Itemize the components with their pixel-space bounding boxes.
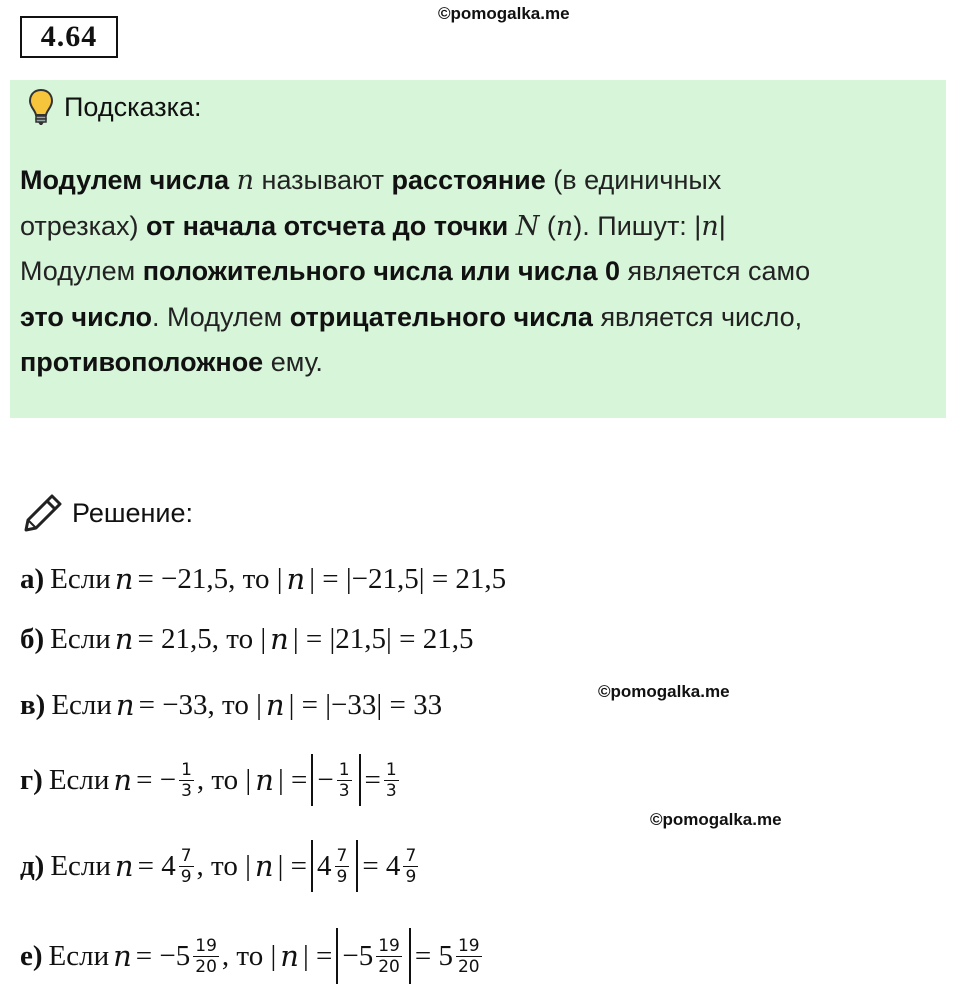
solution-row-d: д) Если n = 4 $\frac{7}{9}$ , то | n | = 4 $\frac{7}{9}$ = 4 $\frac{7}{9}$ (20, 840, 421, 892)
hint-line-1: Модулем числа n называют расстояние (в единичных (20, 165, 722, 196)
fraction: $\frac{1}{3}$ (385, 759, 397, 801)
watermark: ©pomogalka.me (650, 810, 782, 829)
hint-box (10, 80, 946, 418)
pencil-icon (22, 492, 64, 534)
hint-title-text: Подсказка: (64, 91, 202, 122)
hint-line-4: это число. Модулем отрицательного числа является число, (20, 301, 803, 332)
hint-text (20, 158, 940, 386)
hint-line-2: отрезках) от начала отсчета до точки N (n). Пишут: |n| (20, 210, 726, 242)
abs-bar (356, 840, 358, 892)
lightbulb-icon (28, 88, 54, 126)
fraction: $\frac{1}{3}$ (338, 759, 350, 801)
abs-bar (409, 928, 411, 984)
fraction: $\frac{7}{9}$ (336, 845, 348, 887)
watermark: ©pomogalka.me (598, 682, 730, 701)
solution-row-v: в) Если n = −33, то | n | = |−33| = 33 (20, 688, 443, 722)
watermark: ©pomogalka.me (438, 4, 570, 23)
fraction: $\frac{7}{9}$ (180, 845, 192, 887)
abs-bar (359, 754, 361, 806)
abs-bar (311, 754, 313, 806)
solution-title-text: Решение: (72, 497, 194, 528)
solution-row-g: г) Если n = − $\frac{1}{3}$ , то | n | = − $\frac{1}{3}$ = $\frac{1}{3}$ (20, 754, 402, 806)
task-number: 4.64 (20, 16, 118, 58)
fraction: $\frac{1}{3}$ (181, 759, 192, 801)
fraction: $\frac{7}{9}$ (405, 845, 417, 887)
solution-row-e: е) Если n = −5 $\frac{19}{20}$ , то | n | = −5 $\frac{19}{20}$ = 5 $\frac{19}{20}$ (20, 928, 485, 984)
hint-title (28, 88, 202, 126)
fraction: $\frac{19}{20}$ (195, 935, 217, 977)
abs-bar (311, 840, 313, 892)
hint-line-3: Модулем положительного числа или числа 0 является само (20, 256, 811, 286)
fraction: $\frac{19}{20}$ (457, 935, 480, 977)
abs-bar (336, 928, 338, 984)
hint-line-5: противоположное ему. (20, 347, 323, 377)
solution-row-b: б) Если n = 21,5, то | n | = |21,5| = 21,5 (20, 622, 474, 656)
solution-row-a: а) Если n = −21,5, то | n | = |−21,5| = 21,5 (20, 562, 507, 596)
fraction: $\frac{19}{20}$ (378, 935, 400, 977)
solution-title (22, 492, 193, 534)
